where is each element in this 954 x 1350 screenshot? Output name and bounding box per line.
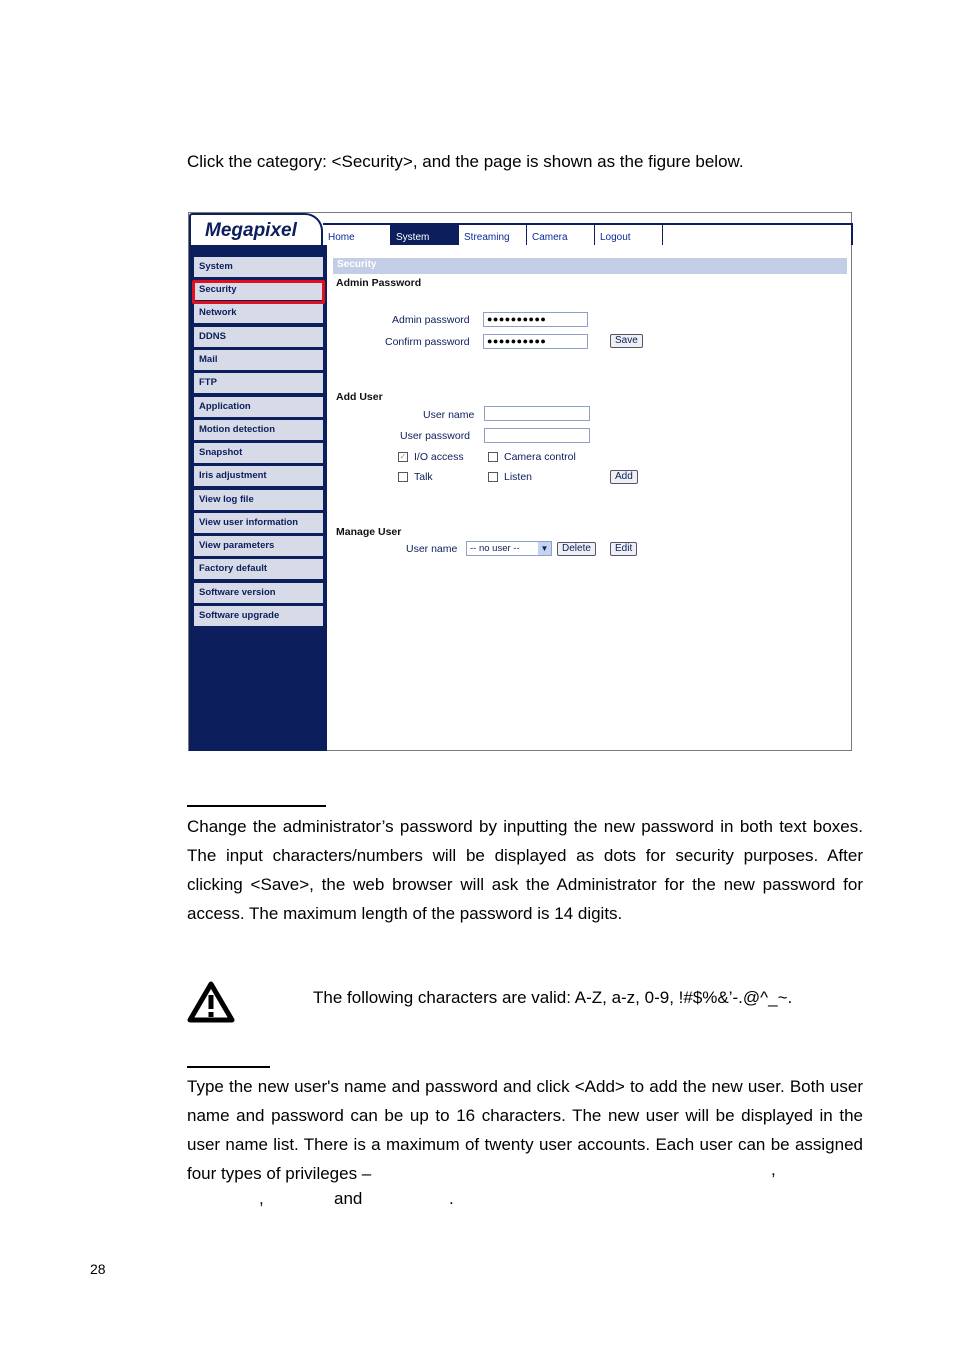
sidebar-item-mail[interactable]: Mail	[194, 350, 323, 370]
user-name-input[interactable]	[484, 406, 590, 421]
user-select[interactable]	[466, 541, 552, 556]
manage-user-name-label: User name	[406, 543, 458, 555]
warning-icon	[187, 980, 235, 1029]
talk-label: Talk	[414, 471, 433, 483]
logo	[189, 213, 323, 245]
sidebar-item-view-user-information[interactable]: View user information	[194, 513, 323, 533]
sidebar-item-network[interactable]: Network	[194, 303, 323, 323]
period: .	[449, 1189, 454, 1208]
sidebar-item-security[interactable]: Security	[194, 280, 323, 300]
admin-password-heading: Admin Password	[336, 277, 422, 289]
sidebar	[189, 245, 327, 751]
delete-button[interactable]: Delete	[557, 542, 596, 556]
admin-password-input[interactable]: ●●●●●●●●●●	[483, 312, 588, 327]
add-button[interactable]: Add	[610, 470, 638, 484]
listen-checkbox[interactable]	[488, 472, 498, 482]
camera-control-checkbox[interactable]	[488, 452, 498, 462]
add-user-heading: Add User	[336, 391, 383, 403]
sidebar-item-software-version[interactable]: Software version	[194, 583, 323, 603]
page-number: 28	[90, 1261, 106, 1277]
intro-text: Click the category: <Security>, and the page is shown as the figure below.	[187, 152, 744, 171]
sidebar-item-snapshot[interactable]: Snapshot	[194, 443, 323, 463]
io-access-checkbox[interactable]: ✓	[399, 452, 407, 461]
save-button[interactable]: Save	[610, 334, 643, 348]
sidebar-item-view-log-file[interactable]: View log file	[194, 490, 323, 510]
user-password-input[interactable]	[484, 428, 590, 443]
note-text: The following characters are valid: A-Z, a-z, 0-9, !#$%&’-.@^_~.	[313, 988, 793, 1007]
tab-logout[interactable]: Logout	[595, 225, 663, 245]
user-name-label: User name	[423, 409, 475, 421]
sidebar-item-ddns[interactable]: DDNS	[194, 327, 323, 347]
chevron-down-icon: ▼	[538, 542, 551, 555]
comma-2: ,	[259, 1189, 264, 1208]
and-word: and	[334, 1189, 363, 1208]
heading-underline-add-user	[187, 1066, 270, 1068]
admin-paragraph: Change the administrator’s password by inputting the new password in both text boxes. The input characters/numbers will be displayed as dots for security purposes. After clicking <Save>, the web browser will ask the Administrator for the new password for access. The maximum length of the password is 14 digits.	[187, 817, 863, 923]
add-user-paragraph	[187, 1072, 863, 1188]
comma-1: ,	[771, 1160, 776, 1179]
user-password-label: User password	[400, 430, 471, 442]
sidebar-item-iris-adjustment[interactable]: Iris adjustment	[194, 466, 323, 486]
sidebar-item-system[interactable]: System	[194, 257, 323, 277]
confirm-password-input[interactable]: ●●●●●●●●●●	[483, 334, 588, 349]
talk-checkbox[interactable]	[398, 472, 408, 482]
tab-system[interactable]: System	[391, 225, 459, 245]
tab-home[interactable]: Home	[323, 225, 391, 245]
logo-text: Megapixel	[205, 220, 297, 241]
sidebar-item-view-parameters[interactable]: View parameters	[194, 536, 323, 556]
listen-label: Listen	[504, 471, 533, 483]
sidebar-item-factory-default[interactable]: Factory default	[194, 559, 323, 579]
camera-control-label: Camera control	[504, 451, 576, 463]
tab-camera[interactable]: Camera	[527, 225, 595, 245]
manage-user-heading: Manage User	[336, 526, 402, 538]
admin-password-label: Admin password	[392, 314, 470, 326]
security-screenshot	[188, 212, 852, 751]
tab-streaming[interactable]: Streaming	[459, 225, 527, 245]
user-select-value: -- no user --	[470, 543, 520, 554]
add-user-paragraph-text: Type the new user's name and password and click <Add> to add the new user. Both user name and password can be up to 16 characters. The new user will be displayed in the user name list. There is a maximum of twenty user accounts. Each user can be assigned four types of privileges –	[187, 1077, 863, 1183]
security-highlight-box	[192, 280, 325, 304]
sidebar-item-ftp[interactable]: FTP	[194, 373, 323, 393]
confirm-password-label: Confirm password	[385, 336, 470, 348]
sidebar-item-motion-detection[interactable]: Motion detection	[194, 420, 323, 440]
top-nav	[323, 223, 853, 245]
edit-button[interactable]: Edit	[610, 542, 637, 556]
sidebar-item-application[interactable]: Application	[194, 397, 323, 417]
heading-underline-admin	[187, 805, 326, 807]
io-access-label: I/O access	[414, 451, 464, 463]
sidebar-item-software-upgrade[interactable]: Software upgrade	[194, 606, 323, 626]
section-title-bar: Security	[333, 258, 847, 274]
